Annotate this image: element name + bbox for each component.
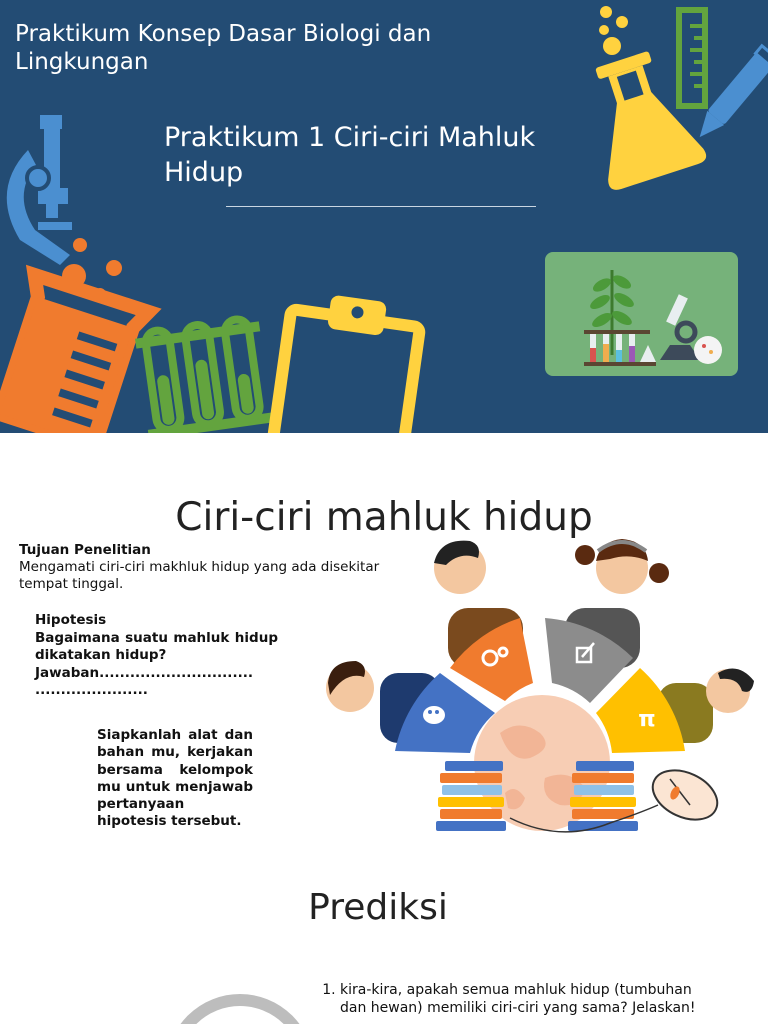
- goal-text: Mengamati ciri-ciri makhluk hidup yang ada disekitar tempat tinggal.: [19, 559, 380, 592]
- beaker-icon: [0, 275, 149, 433]
- slide-heading: Ciri-ciri mahluk hidup: [175, 495, 593, 540]
- slide-heading: Prediksi: [308, 887, 448, 928]
- hypothesis-title: Hipotesis: [35, 612, 107, 628]
- palette-icon: [423, 706, 445, 724]
- ruler-icon: [679, 10, 705, 106]
- goal-title: Tujuan Penelitian: [19, 542, 151, 558]
- content-slide: [0, 433, 768, 853]
- microscope-icon: [7, 115, 72, 265]
- instruction-text: Siapkanlah alat dan bahan mu, kerjakan bersama kelompok mu untuk menjawab pertanyaan hipotesis tersebut.: [97, 727, 253, 830]
- answer-line-continued: ......................: [35, 682, 148, 698]
- question-circle-icon: [170, 993, 310, 1024]
- prediction-slide: [0, 853, 768, 1024]
- test-tubes-icon: [134, 316, 273, 433]
- title-slide: [0, 0, 768, 433]
- lab-equipment-image: [545, 252, 738, 376]
- hypothesis-block: [35, 612, 278, 700]
- pi-icon: π: [638, 707, 656, 732]
- answer-line: Jawaban..............................: [35, 664, 253, 681]
- clipboard-icon: [270, 289, 422, 433]
- title-divider: [226, 206, 536, 207]
- students-illustration: [310, 533, 760, 843]
- list-item: 1. kira-kira, apakah semua mahluk hidup (tumbuhan dan hewan) memiliki ciri-ciri yang sama? Jelaskan!: [340, 981, 710, 1017]
- hypothesis-question: Bagaimana suatu mahluk hidup dikatakan hidup?: [35, 629, 278, 663]
- slide-title: Praktikum 1 Ciri-ciri Mahluk Hidup: [164, 122, 536, 188]
- course-title: Praktikum Konsep Dasar Biologi dan Lingkungan: [15, 21, 432, 75]
- prediction-list: [318, 981, 710, 1017]
